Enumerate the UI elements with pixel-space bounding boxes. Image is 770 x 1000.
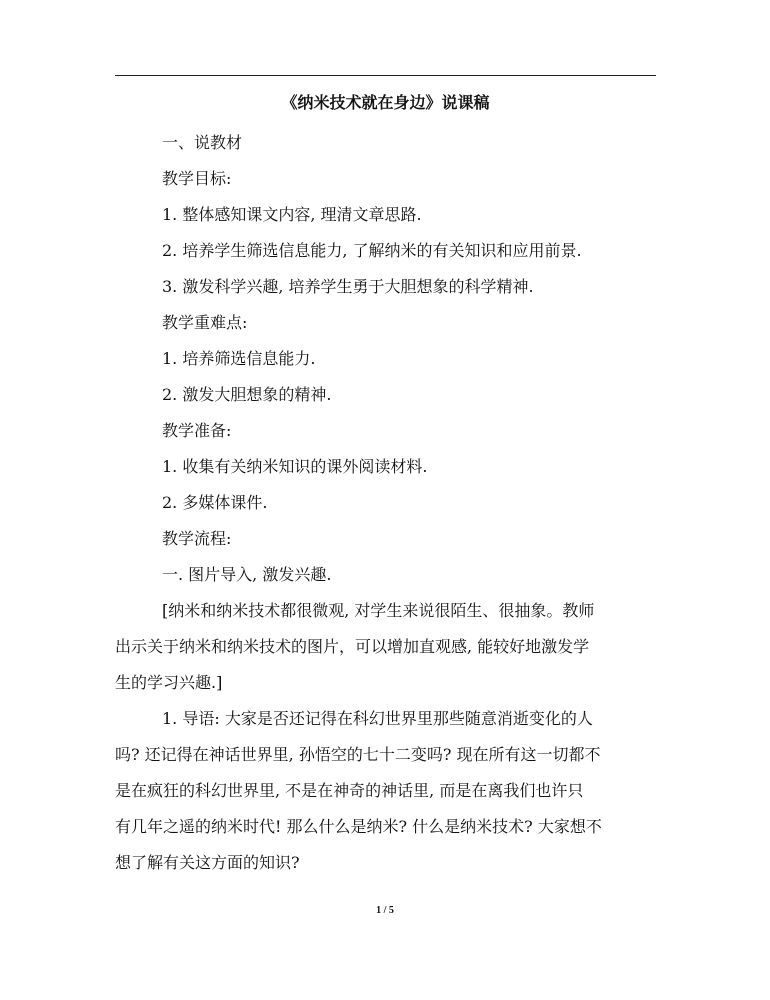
paragraph-line: 1. 整体感知课文内容, 理清文章思路. [162, 205, 422, 224]
paragraph-line: 吗? 还记得在神话世界里, 孙悟空的七十二变吗? 现在所有这一切都不 [115, 745, 601, 764]
paragraph-line: 教学目标: [162, 169, 232, 188]
paragraph-line: 1. 培养筛选信息能力. [162, 349, 316, 368]
paragraph-line: 2. 多媒体课件. [162, 493, 268, 512]
paragraph-line: 3. 激发科学兴趣, 培养学生勇于大胆想象的科学精神. [162, 277, 534, 296]
header-rule [115, 75, 656, 76]
paragraph-line: 有几年之遥的纳米时代! 那么什么是纳米? 什么是纳米技术? 大家想不 [115, 817, 602, 836]
section-heading: 一、说教材 [162, 133, 243, 152]
page-number: 1 / 5 [376, 905, 394, 916]
paragraph-line: 教学流程: [162, 529, 232, 548]
paragraph-line: 一. 图片导入, 激发兴趣. [162, 565, 332, 584]
paragraph-line: 教学重难点: [162, 313, 248, 332]
paragraph-line: 2. 培养学生筛选信息能力, 了解纳米的有关知识和应用前景. [162, 241, 582, 260]
paragraph-line: 是在疯狂的科幻世界里, 不是在神奇的神话里, 而是在离我们也许只 [115, 781, 584, 800]
paragraph-line: 2. 激发大胆想象的精神. [162, 385, 332, 404]
paragraph-line: 1. 导语: 大家是否还记得在科幻世界里那些随意消逝变化的人 [162, 709, 593, 728]
paragraph-line: 出示关于纳米和纳米技术的图片，可以增加直观感, 能较好地激发学 [115, 637, 590, 656]
document-title: 《纳米技术就在身边》说课稿 [281, 93, 490, 112]
paragraph-line: [纳米和纳米技术都很微观, 对学生来说很陌生、很抽象。教师 [162, 601, 595, 620]
paragraph-line: 1. 收集有关纳米知识的课外阅读材料. [162, 457, 428, 476]
paragraph-line: 生的学习兴趣.] [115, 673, 223, 692]
paragraph-line: 想了解有关这方面的知识? [115, 853, 300, 872]
paragraph-line: 教学准备: [162, 421, 232, 440]
